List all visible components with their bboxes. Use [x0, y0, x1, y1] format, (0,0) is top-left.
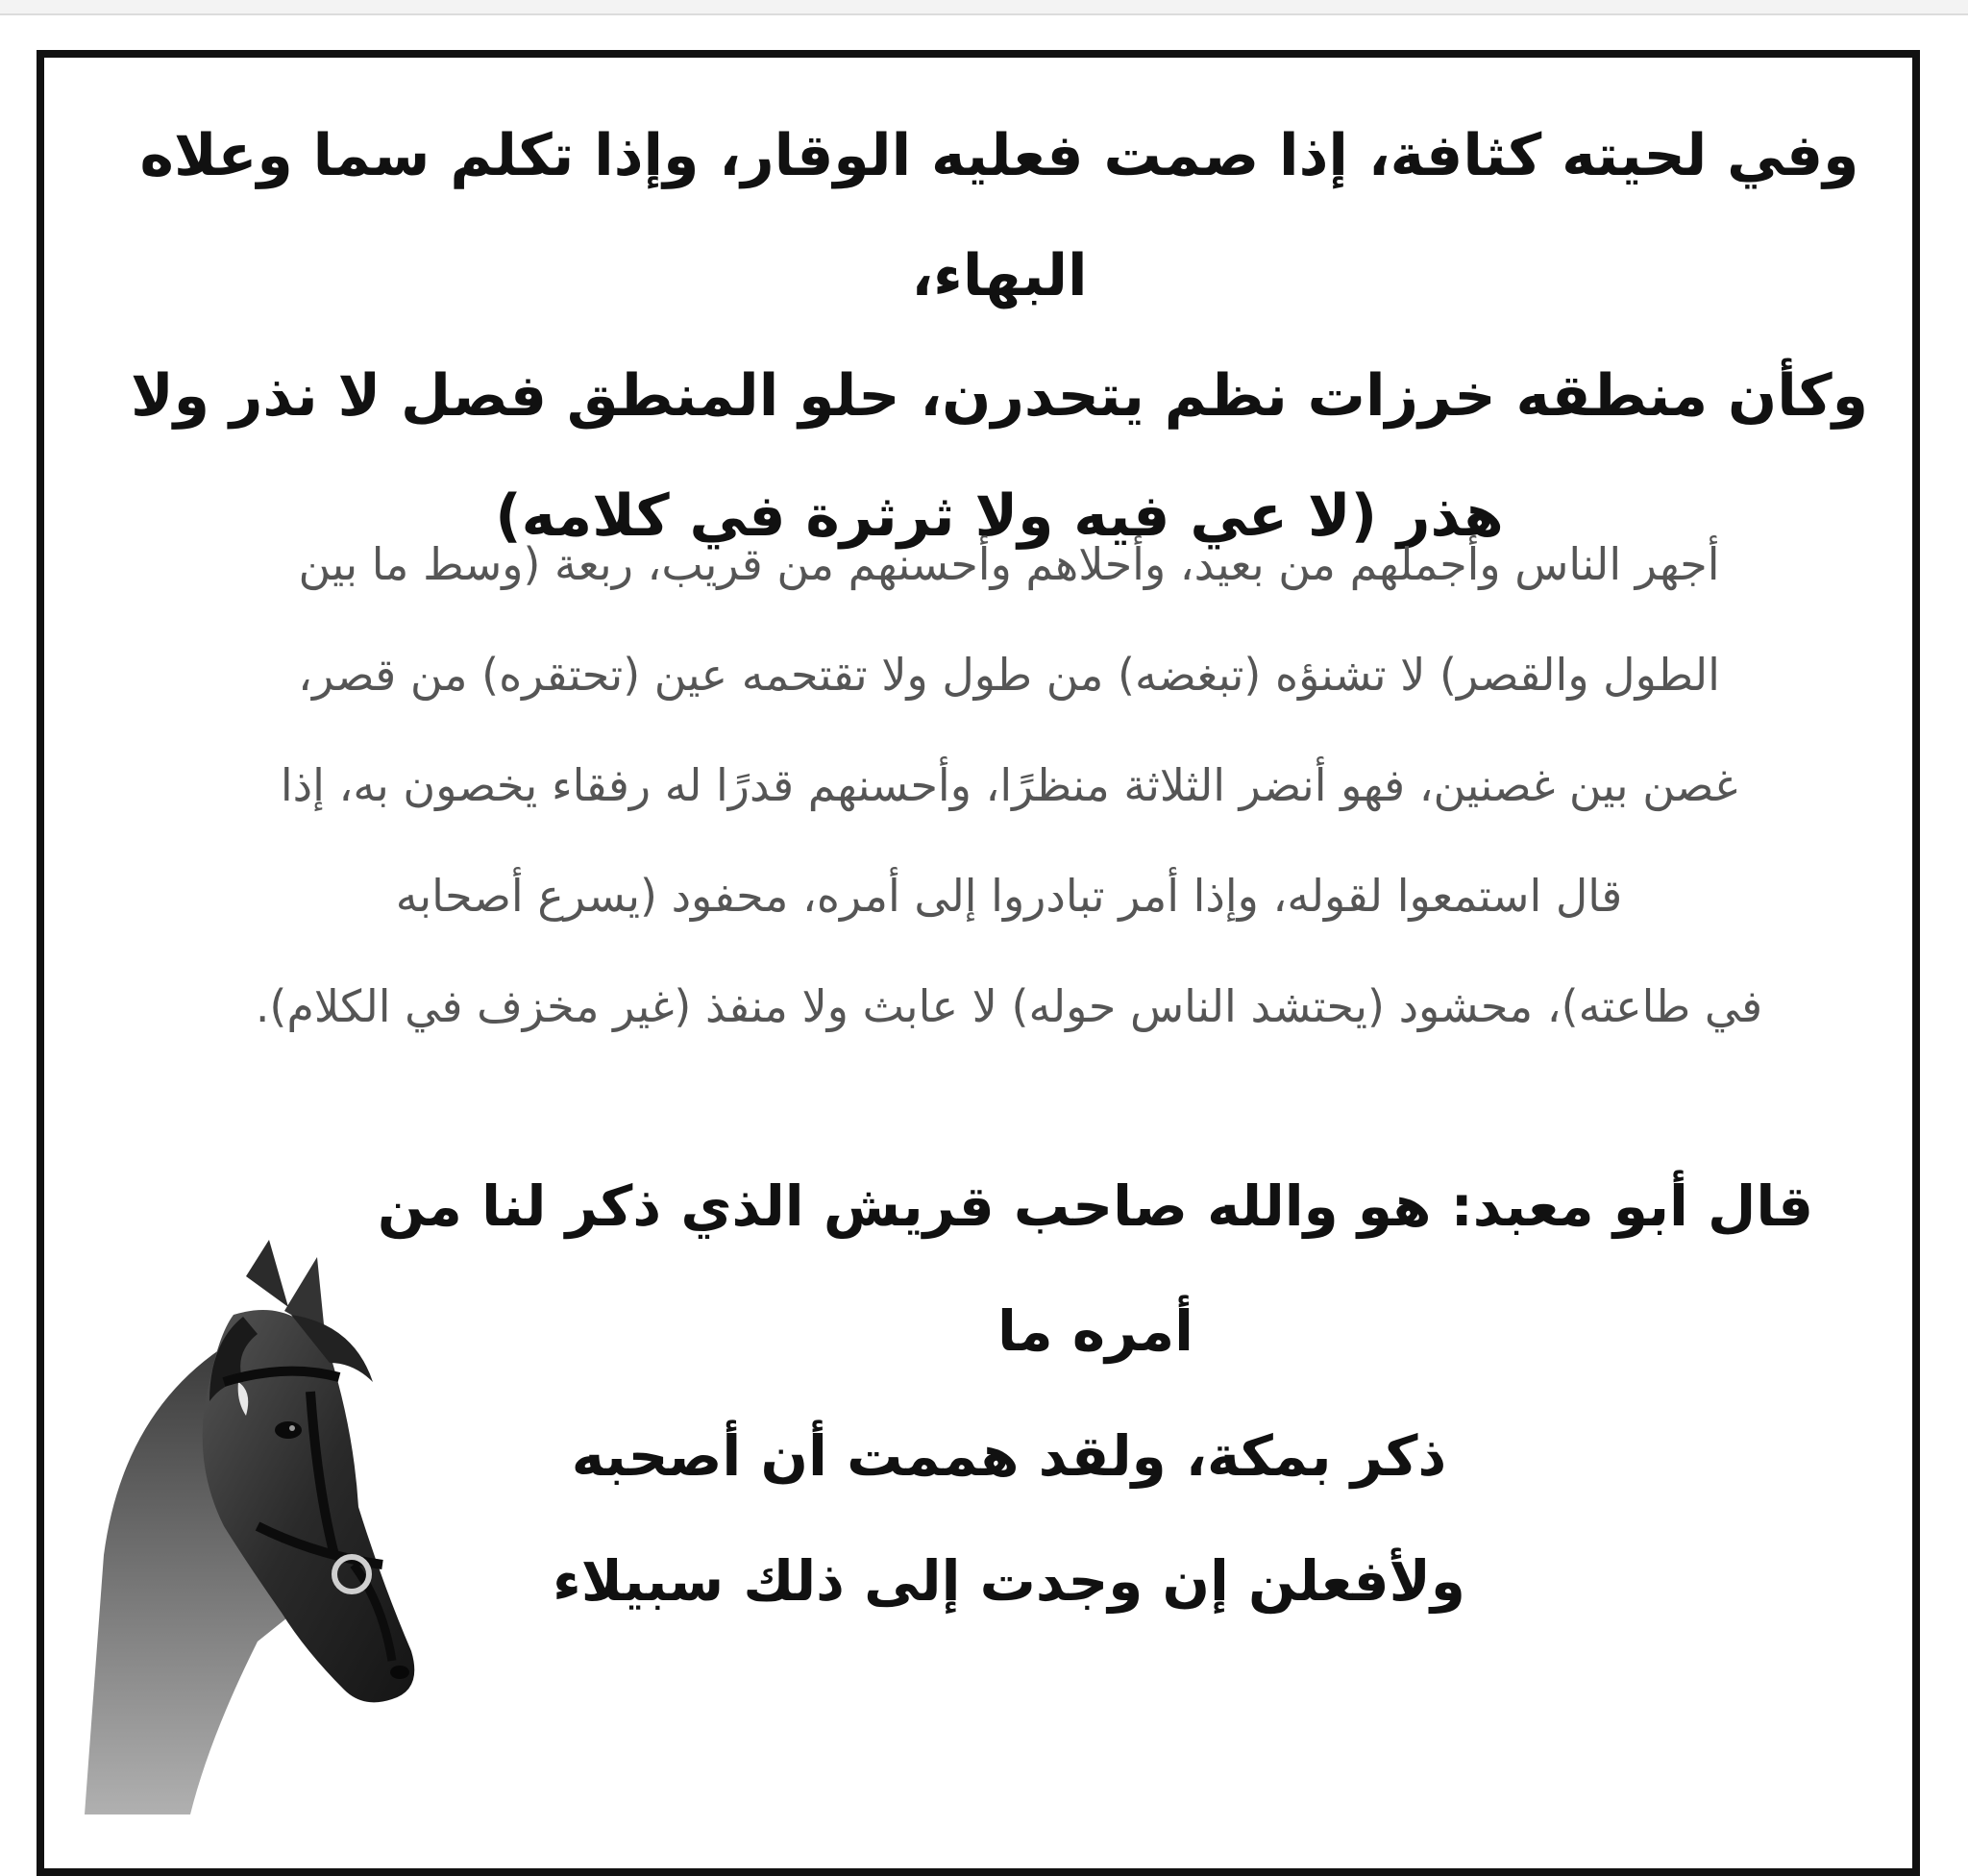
text-line: وفي لحيته كثافة، إذا صمت فعليه الوقار، وإذا تكلم سما وعلاه البهاء، — [139, 122, 1859, 309]
text-line: ذكر بمكة، ولقد هممت أن أصحبه — [571, 1423, 1447, 1489]
text-line: أجهر الناس وأجملهم من بعيد، وأحلاهم وأحسنهم من قريب، ربعة (وسط ما بين — [298, 538, 1720, 590]
paragraph-beard-speech — [125, 96, 1874, 577]
paragraph-description — [144, 509, 1874, 1062]
text-line: وكأن منطقه خرزات نظم يتحدرن، حلو المنطق فصل لا نذر ولا — [131, 362, 1868, 430]
top-edge-strip — [0, 0, 1968, 15]
text-line: ولأفعلن إن وجدت إلى ذلك سبيلاء — [553, 1548, 1465, 1614]
horse-head-icon — [65, 1238, 488, 1814]
text-line: هذر (لا عي فيه ولا ثرثرة في كلامه) — [495, 482, 1504, 550]
text-line: قال استمعوا لقوله، وإذا أمر تبادروا إلى أمره، محفود (يسرع أصحابه — [395, 870, 1623, 922]
paragraph-abu-mabad-quote — [317, 1144, 1874, 1643]
text-line: قال أبو معبد: هو والله صاحب قريش الذي ذكر لنا من أمره ما — [377, 1173, 1814, 1364]
text-line: في طاعته)، محشود (يحتشد الناس حوله) لا عابث ولا منفذ (غير مخزف في الكلام). — [255, 980, 1763, 1032]
text-line: الطول والقصر) لا تشنؤه (تبغضه) من طول ولا تقتحمه عين (تحتقره) من قصر، — [298, 649, 1720, 701]
text-line: غصن بين غصنين، فهو أنضر الثلاثة منظرًا، وأحسنهم قدرًا له رفقاء يخصون به، إذا — [280, 759, 1738, 811]
